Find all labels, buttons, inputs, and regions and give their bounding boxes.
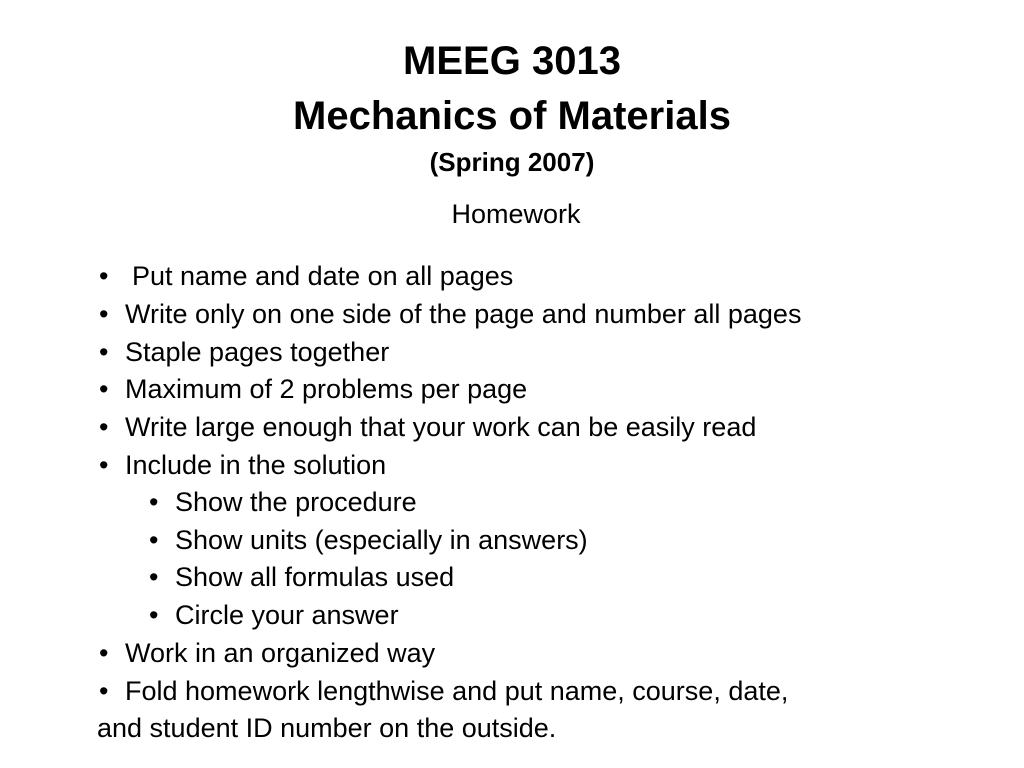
list-item-continuation: and student ID number on the outside.: [97, 713, 557, 743]
bullet-icon: •: [99, 638, 109, 668]
bullet-icon: •: [99, 261, 109, 291]
bullet-icon: •: [99, 374, 109, 404]
bullet-icon: •: [149, 525, 159, 555]
list-item-text: Fold homework lengthwise and put name, course, date,: [125, 676, 789, 706]
course-title: Mechanics of Materials: [293, 94, 731, 138]
bullet-icon: •: [99, 337, 109, 367]
list-item: [99, 260, 513, 292]
sub-list-item-text: Show units (especially in answers): [175, 525, 588, 555]
bullet-icon: •: [149, 600, 159, 630]
list-item: [99, 449, 386, 481]
bullet-icon: •: [149, 562, 159, 592]
list-item-text: Maximum of 2 problems per page: [125, 374, 528, 404]
section-heading: Homework: [451, 199, 581, 229]
list-item: [99, 373, 527, 405]
list-item: [99, 675, 788, 707]
bullet-icon: •: [99, 676, 109, 706]
list-item-text: Write large enough that your work can be easily read: [125, 412, 757, 442]
list-item: [99, 336, 389, 368]
term: (Spring 2007): [429, 147, 595, 177]
bullet-icon: •: [99, 412, 109, 442]
list-item-text: Write only on one side of the page and number all pages: [125, 299, 802, 329]
sub-list-item: [149, 599, 399, 631]
list-item: [99, 411, 756, 443]
sub-list-item-text: Circle your answer: [175, 600, 399, 630]
list-item-text: Put name and date on all pages: [132, 261, 514, 291]
sub-list-item: [149, 561, 454, 593]
sub-list-item: [149, 486, 417, 518]
list-item-text: Staple pages together: [125, 337, 390, 367]
list-item: [99, 298, 801, 330]
course-code: MEEG 3013: [403, 39, 621, 83]
sub-list-item-text: Show all formulas used: [175, 562, 455, 592]
list-item-text: Include in the solution: [125, 450, 387, 480]
list-item: [99, 637, 435, 669]
list-item-text: Work in an organized way: [125, 638, 436, 668]
bullet-icon: •: [149, 487, 159, 517]
bullet-icon: •: [99, 450, 109, 480]
sub-list-item-text: Show the procedure: [175, 487, 417, 517]
sub-list-item: [149, 524, 588, 556]
bullet-icon: •: [99, 299, 109, 329]
